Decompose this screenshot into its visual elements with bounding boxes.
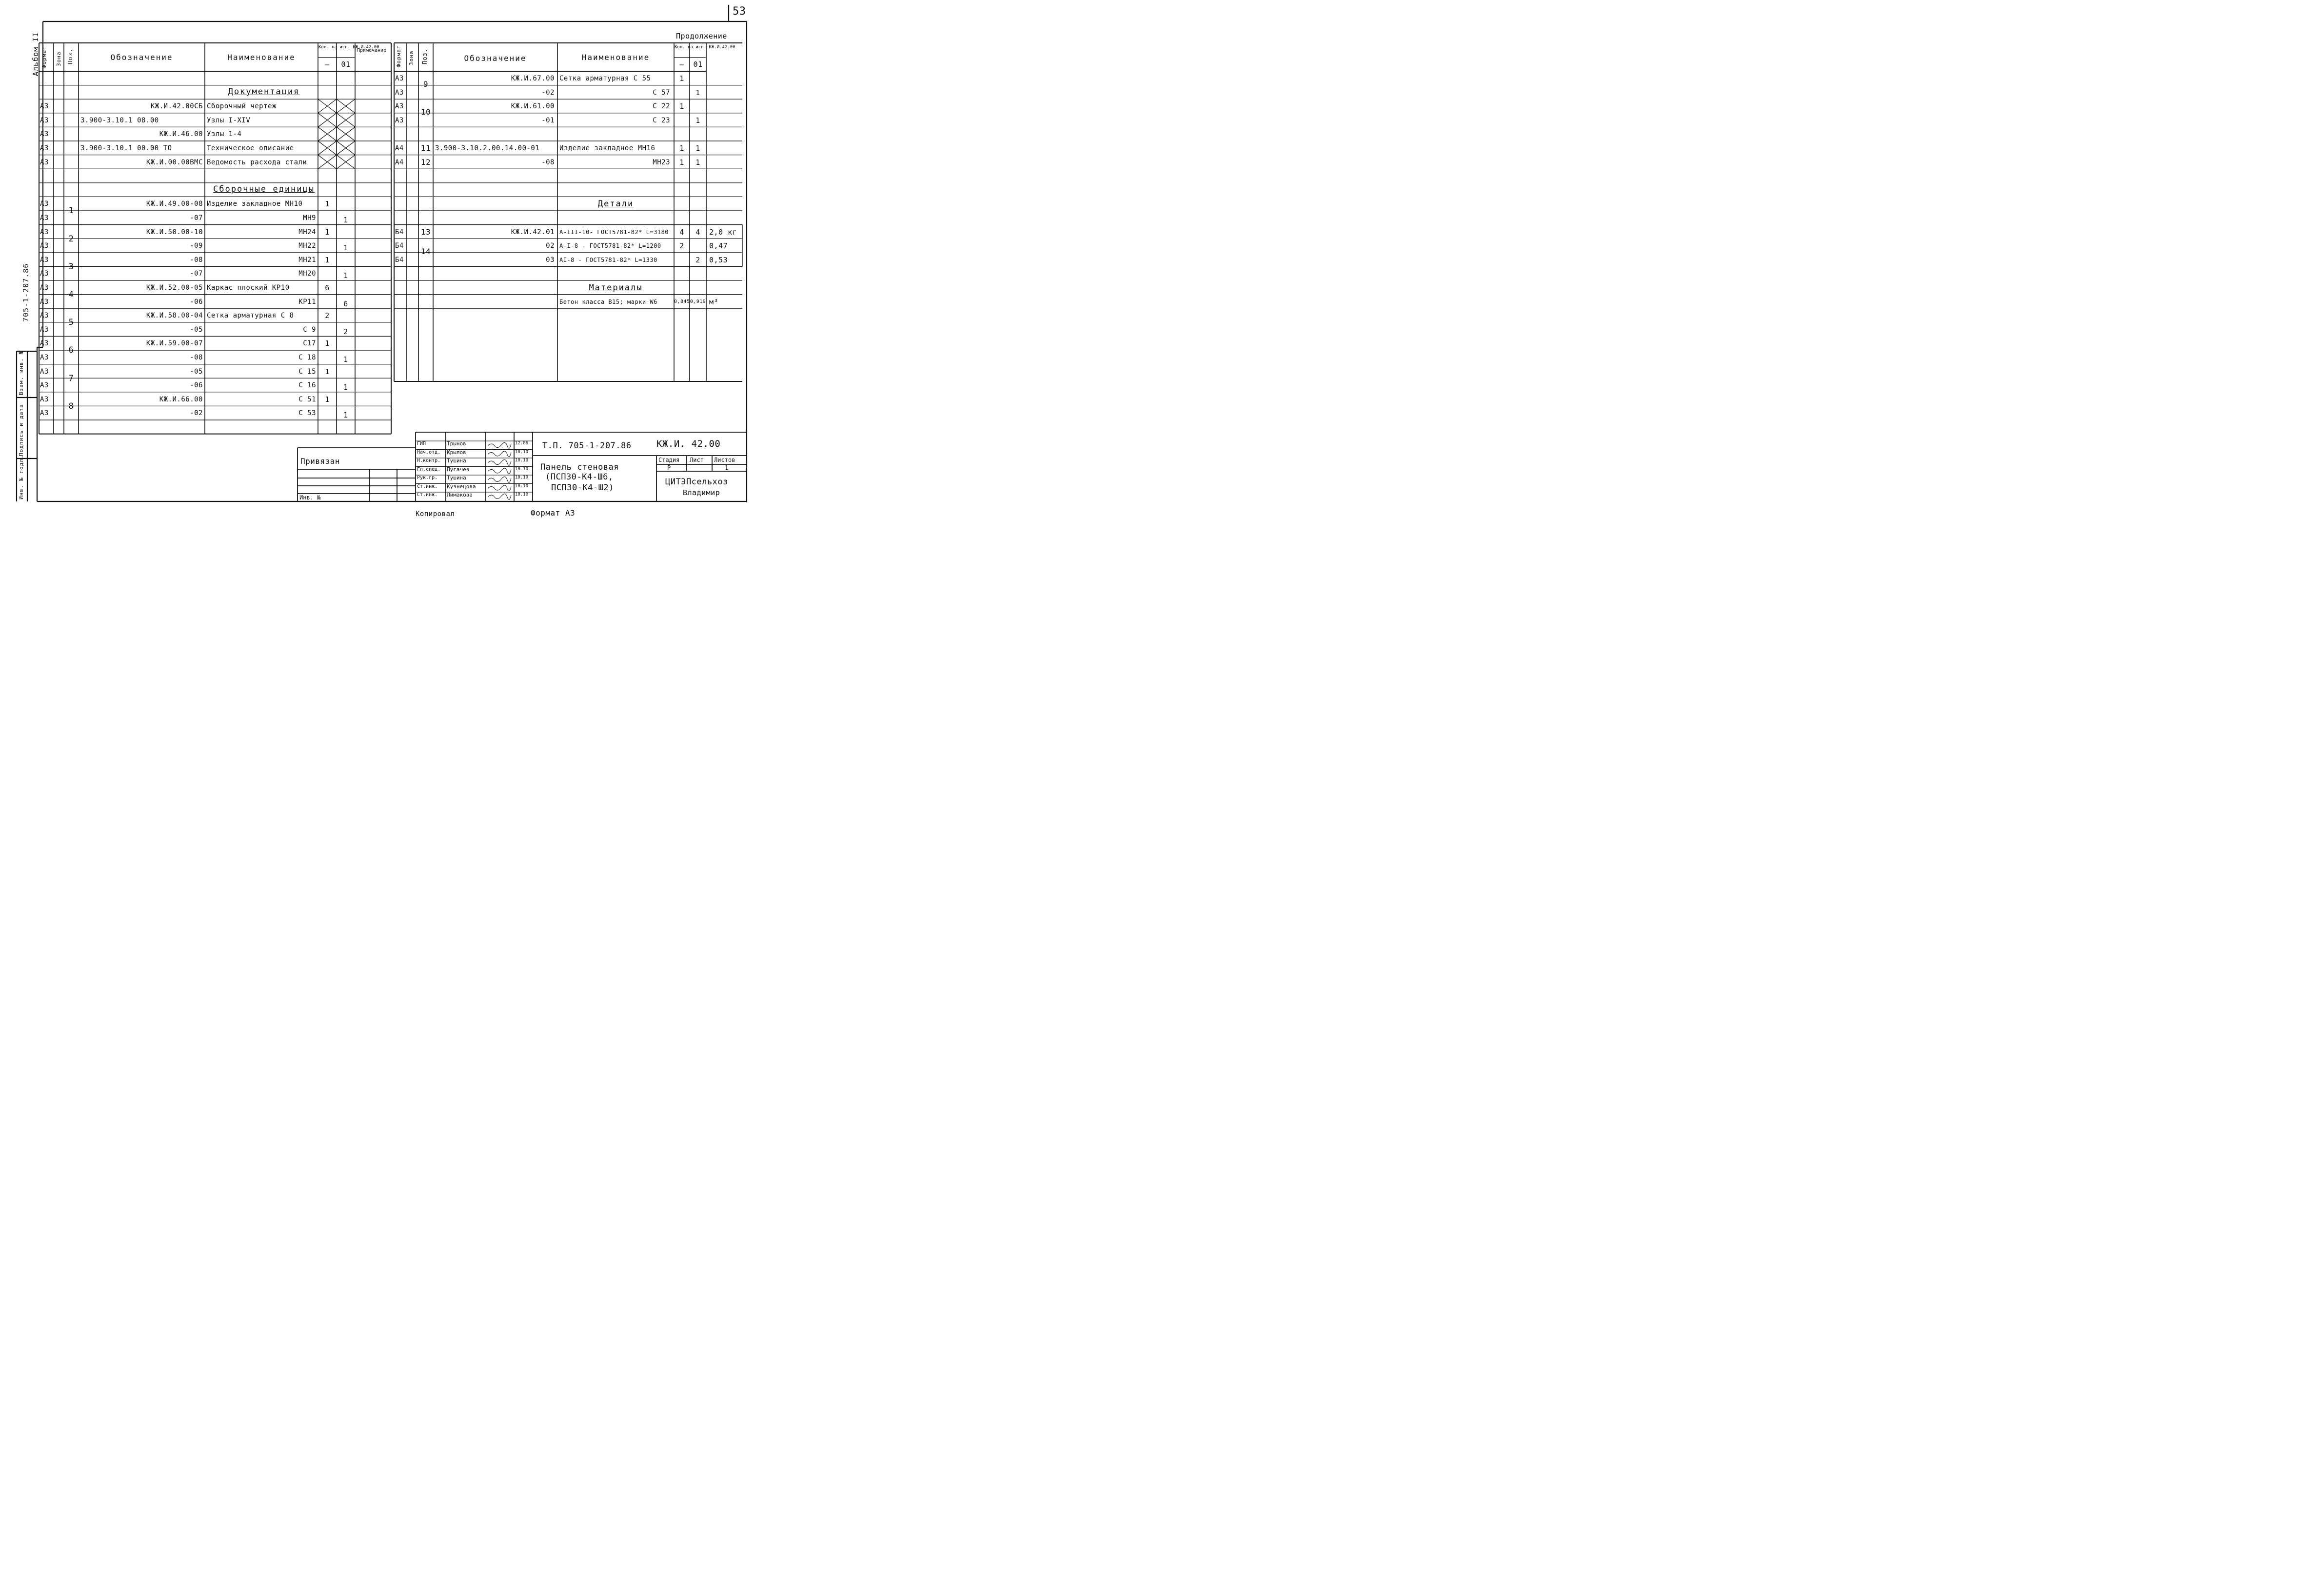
lt-designation: -08 [190, 256, 203, 264]
tb-org-2: Владимир [683, 488, 720, 497]
lt-format: А3 [40, 242, 49, 250]
lt-q1: 6 [325, 283, 330, 292]
lt-designation: -02 [190, 409, 203, 418]
lt-q1: 1 [325, 367, 330, 376]
rt-section: Материалы [589, 283, 643, 293]
tb-name: Тушина [447, 458, 466, 464]
lt-designation: -05 [190, 325, 203, 334]
tb-title-1: Панель стеновая [540, 462, 619, 472]
lt-h-note: Примечание [357, 48, 387, 53]
lt-format: А3 [40, 256, 49, 264]
rt-designation: КЖ.И.42.01 [511, 228, 555, 236]
lt-designation: -05 [190, 367, 203, 376]
binding-label: Привязан [300, 457, 340, 466]
rt-h-qty-title: Кол. на исп. КЖ.И.42.00 [675, 45, 735, 50]
lt-format: А3 [40, 409, 49, 418]
lt-pos: 3 [68, 261, 74, 272]
rt-q2: 2 [695, 255, 700, 264]
tb-org-1: ЦИТЭПсельхоз [665, 477, 728, 487]
copied-label: Копировал [416, 510, 455, 518]
rt-format: А3 [395, 88, 404, 97]
lt-designation: КЖ.И.59.00-07 [146, 339, 203, 348]
rt-format: А4 [395, 158, 404, 166]
lt-format: А3 [40, 339, 49, 348]
lt-designation: КЖ.И.46.00 [159, 130, 203, 139]
stamp-vzam: Взам. инв. № [18, 350, 24, 395]
lt-h-qty-01: 01 [341, 60, 351, 69]
rt-q2: 1 [695, 144, 700, 153]
lt-name: МН24 [298, 228, 316, 236]
rt-q1: 4 [679, 227, 684, 237]
lt-designation: -09 [190, 242, 203, 250]
lt-name: КР11 [298, 298, 316, 306]
lt-h-pos: Поз. [67, 48, 74, 64]
lt-name: Техническое описание [207, 144, 294, 152]
rt-format: Б4 [395, 256, 404, 264]
rt-h-qty-dash: – [679, 60, 684, 69]
lt-format: А3 [40, 200, 49, 208]
rt-q1: 0,845 [674, 299, 690, 304]
rt-designation: КЖ.И.61.00 [511, 102, 555, 111]
tb-project: Т.П. 705-1-207.86 [542, 441, 632, 451]
lt-format: А3 [40, 284, 49, 292]
lt-name: МН21 [298, 256, 316, 264]
rt-designation: 03 [546, 256, 555, 264]
lt-section: Документация [228, 86, 300, 97]
tb-stage-label: Стадия [658, 457, 680, 463]
rt-note: 2,0 кг [709, 227, 737, 237]
signature-mark [488, 494, 511, 499]
rt-pos: 12 [420, 157, 431, 167]
lt-q2: 6 [343, 299, 348, 308]
lt-pos: 1 [68, 206, 74, 216]
tb-role: Гл.спец. [417, 466, 441, 472]
tb-code: КЖ.И. 42.00 [656, 439, 721, 449]
lt-q1: 1 [325, 339, 330, 348]
rt-h-pos: Поз. [421, 48, 428, 64]
rt-pos: 11 [420, 143, 431, 153]
lt-pos: 6 [68, 345, 74, 356]
lt-format: А3 [40, 158, 49, 166]
tb-sheets: 1 [725, 464, 729, 471]
tb-name: Лимакова [447, 492, 473, 498]
lt-q2: 1 [343, 243, 348, 253]
continuation-label: Продолжение [676, 32, 727, 40]
rt-q2: 1 [695, 158, 700, 167]
tb-sheets-label: Листов [714, 457, 735, 463]
rt-note: м³ [709, 297, 719, 306]
rt-q2: 1 [695, 88, 700, 97]
tb-date: 10.10 [515, 475, 529, 480]
lt-name: С17 [303, 339, 316, 348]
lt-h-format: Формат [41, 46, 47, 68]
rt-q1: 1 [679, 102, 684, 111]
lt-format: А3 [40, 312, 49, 320]
signature-mark [488, 451, 511, 457]
lt-designation: КЖ.И.50.00-10 [146, 228, 203, 236]
lt-q1: 2 [325, 311, 330, 320]
rt-format: Б4 [395, 242, 404, 250]
lt-format: А3 [40, 367, 49, 376]
lt-designation: -07 [190, 270, 203, 278]
rt-pos: 10 [420, 107, 431, 117]
rt-name: С 57 [653, 88, 670, 97]
rt-q2: 0,919 [690, 299, 706, 304]
rt-note: 0,47 [709, 241, 728, 251]
page-number: 53 [733, 5, 746, 18]
lt-name: Ведомость расхода стали [207, 158, 307, 166]
tb-name: Кузнецова [447, 483, 476, 490]
lt-designation: -06 [190, 381, 203, 390]
rt-designation: 02 [546, 242, 555, 250]
lt-q1: 1 [325, 255, 330, 264]
rt-h-format: Формат [396, 45, 402, 67]
lt-pos: 7 [68, 373, 74, 383]
signature-mark [488, 485, 511, 491]
lt-designation: 3.900-3.10.1 00.00 ТО [80, 144, 172, 152]
rt-h-qty-01: 01 [693, 60, 703, 69]
lt-h-name: Наименование [227, 53, 296, 62]
lt-q2: 1 [343, 355, 348, 364]
rt-name: А-III-10- ГОСТ5781-82* L=3180 [559, 228, 669, 236]
lt-pos: 4 [68, 290, 74, 299]
format-label: Формат А3 [531, 508, 576, 518]
lt-name: Узлы I-XIV [207, 116, 251, 124]
rt-section: Детали [597, 199, 634, 209]
rt-name: А-I-8 - ГОСТ5781-82* L=1200 [559, 242, 661, 250]
rt-format: А3 [395, 75, 404, 82]
lt-format: А3 [40, 381, 49, 390]
lt-designation: КЖ.И.66.00 [159, 395, 203, 403]
lt-pos: 8 [68, 401, 74, 411]
lt-format: А3 [40, 116, 49, 124]
lt-name: МН20 [298, 270, 316, 278]
rt-name: АI-8 - ГОСТ5781-82* L=1330 [559, 256, 657, 263]
rt-format: А4 [395, 144, 404, 152]
lt-h-zone: Зона [56, 51, 62, 66]
lt-q2: 1 [343, 216, 348, 224]
rt-q2: 1 [695, 116, 700, 125]
lt-name: Сборочный чертеж [207, 102, 277, 111]
lt-h-qty-dash: – [325, 60, 330, 69]
tb-date: 10.10 [515, 492, 529, 497]
tb-date: 12.86 [515, 441, 529, 446]
lt-designation: КЖ.И.42.00СБ [150, 102, 203, 111]
rt-designation: 3.900-3.10.2.00.14.00-01 [435, 144, 540, 152]
lt-designation: -08 [190, 354, 203, 361]
rt-q1: 1 [679, 144, 684, 153]
tb-role: Рук.гр. [417, 475, 438, 480]
lt-format: А3 [40, 130, 49, 139]
lt-format: А3 [40, 214, 49, 222]
tb-name: Крылов [447, 449, 466, 456]
rt-h-designation: Обозначение [464, 54, 527, 63]
rt-designation: КЖ.И.67.00 [511, 75, 555, 82]
tb-title-2: (ПСП30-К4-Ш6, [545, 472, 614, 482]
lt-format: А3 [40, 298, 49, 306]
rt-name: МН23 [653, 158, 670, 166]
lt-format: А3 [40, 354, 49, 361]
tb-date: 10.10 [515, 458, 529, 463]
lt-name: МН9 [303, 214, 316, 222]
tb-stage: Р [667, 464, 671, 471]
lt-designation: КЖ.И.00.00ВМС [146, 158, 203, 166]
lt-name: С 18 [298, 354, 316, 361]
tb-name: Трынов [447, 440, 466, 447]
rt-name: С 23 [653, 116, 670, 124]
lt-format: А3 [40, 228, 49, 236]
lt-pos: 2 [68, 234, 74, 244]
rt-name: Изделие закладное МН16 [559, 144, 655, 152]
lt-q2: 2 [343, 327, 348, 336]
rt-pos: 13 [420, 227, 431, 237]
lt-h-designation: Обозначение [110, 53, 173, 62]
lt-name: Изделие закладное МН10 [207, 200, 303, 208]
lt-designation: КЖ.И.52.00-05 [146, 284, 203, 292]
lt-designation: КЖ.И.58.00-04 [146, 312, 203, 320]
lt-designation: -07 [190, 214, 203, 222]
lt-name: С 16 [298, 381, 316, 390]
rt-format: Б4 [395, 228, 404, 236]
signature-mark [488, 477, 511, 482]
lt-section: Сборочные единицы [213, 184, 315, 194]
lt-designation: -06 [190, 298, 203, 306]
rt-q1: 2 [679, 241, 684, 251]
album-label: Альбом II [31, 32, 40, 76]
rt-designation: -01 [541, 116, 555, 124]
rt-note: 0,53 [709, 255, 728, 264]
rt-q1: 1 [679, 74, 684, 83]
lt-q1: 1 [325, 200, 330, 209]
lt-name: МН22 [298, 242, 316, 250]
lt-q2: 1 [343, 411, 348, 420]
tb-name: Пугачев [447, 466, 470, 473]
signature-mark [488, 442, 511, 448]
lt-name: С 9 [303, 325, 316, 334]
lt-pos: 5 [68, 318, 74, 328]
lt-format: А3 [40, 102, 49, 111]
tb-date: 10.10 [515, 466, 529, 472]
rt-designation: -02 [541, 88, 555, 97]
rt-q1: 1 [679, 158, 684, 167]
lt-q1: 1 [325, 227, 330, 237]
rt-designation: -08 [541, 158, 555, 166]
tb-title-3: ПСП30-К4-Ш2) [551, 483, 614, 493]
lt-name: С 51 [298, 395, 316, 403]
lt-q2: 1 [343, 383, 348, 392]
lt-format: А3 [40, 144, 49, 152]
lt-q1: 1 [325, 395, 330, 404]
signature-mark [488, 468, 511, 474]
rt-format: А3 [395, 116, 404, 124]
title-block-grid [0, 0, 761, 527]
rt-q2: 4 [695, 227, 700, 237]
rt-h-zone: Зона [408, 50, 415, 65]
lt-q2: 1 [343, 271, 348, 280]
rt-name: С 22 [653, 102, 670, 111]
lt-name: С 53 [298, 409, 316, 418]
rt-format: А3 [395, 102, 404, 111]
rt-pos: 14 [420, 247, 431, 257]
lt-format: А3 [40, 270, 49, 278]
stamp-sign: Подпись и дата [18, 404, 24, 456]
lt-h-qty-title: Кол. на исп. КЖ.И.42.00 [318, 45, 379, 50]
rt-pos: 9 [423, 80, 429, 89]
tb-role: Ст.инж. [417, 492, 438, 498]
tb-date: 10.10 [515, 483, 529, 489]
lt-format: А3 [40, 325, 49, 334]
tb-sheet-label: Лист [690, 457, 704, 463]
lt-designation: 3.900-3.10.1 08.00 [80, 116, 159, 124]
rt-name: Сетка арматурная С 55 [559, 75, 651, 82]
lt-designation: КЖ.И.49.00-08 [146, 200, 203, 208]
lt-name: Сетка арматурная С 8 [207, 312, 294, 320]
tb-date: 10.10 [515, 449, 529, 455]
project-vertical-label: 705-1-207.86 [21, 263, 30, 322]
tb-role: Ст.инж. [417, 483, 438, 489]
lt-name: С 15 [298, 367, 316, 376]
tb-name: Тушина [447, 475, 466, 481]
rt-h-name: Наименование [581, 53, 650, 62]
rt-name: Бетон класса В15; марки W6 [559, 298, 657, 305]
lt-name: Каркас плоский КР10 [207, 284, 290, 292]
lt-format: А3 [40, 395, 49, 403]
lt-name: Узлы 1-4 [207, 130, 242, 139]
signature-mark [488, 459, 511, 465]
tb-role: Н.контр. [417, 458, 441, 463]
tb-role: Нач.отд. [417, 449, 441, 455]
binding-inv: Инв. № [299, 494, 321, 501]
tb-role: ГИП [417, 441, 426, 446]
stamp-inv: Инв. № подл. [18, 455, 24, 499]
